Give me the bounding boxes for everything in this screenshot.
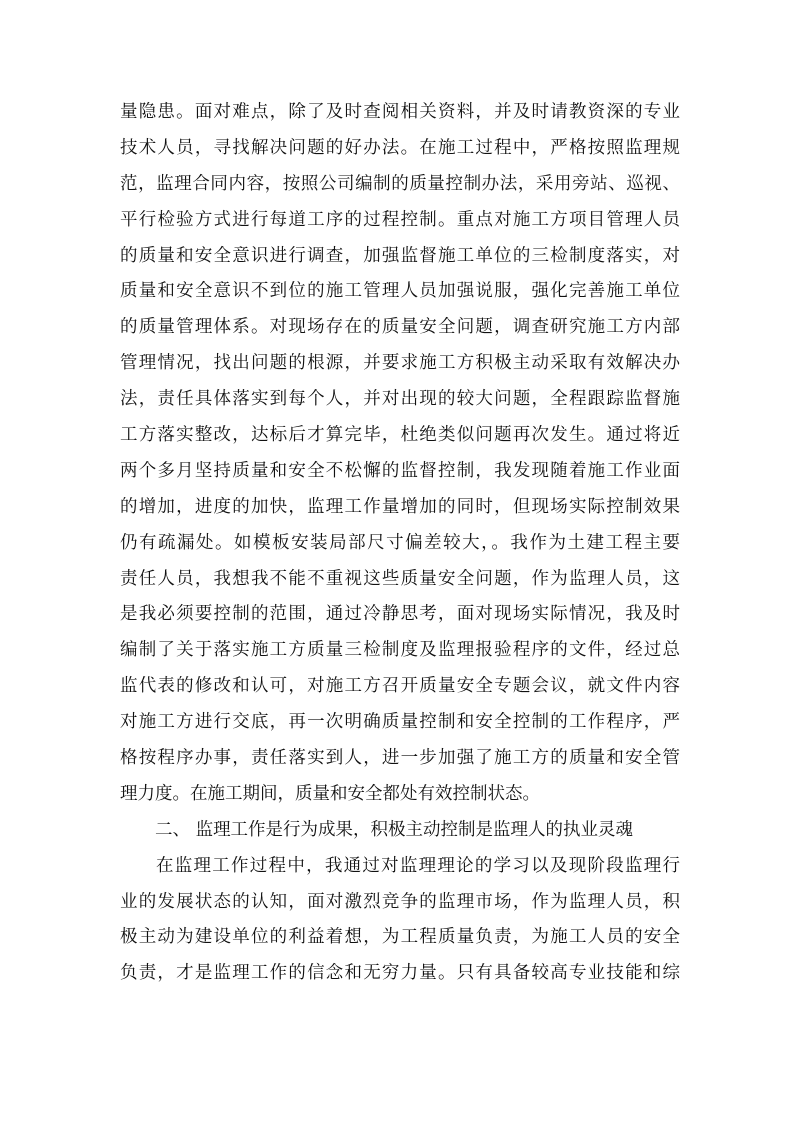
text-line: 量隐患。面对难点，除了及时查阅相关资料，并及时请教资深的专业 — [120, 102, 680, 122]
text-line: 仍有疏漏处。如模板安装局部尺寸偏差较大，。我作为土建工程主要 — [120, 532, 680, 553]
text-line: 监代表的修改和认可，对施工方召开质量安全专题会议，就文件内容 — [120, 676, 680, 697]
text-line: 极主动为建设单位的利益着想，为工程质量负责，为施工人员的安全 — [120, 927, 680, 948]
text-line: 的增加，进度的加快，监理工作量增加的同时，但现场实际控制效果 — [120, 496, 680, 517]
text-line: 管理情况，找出问题的根源，并要求施工方积极主动采取有效解决办 — [120, 353, 680, 374]
paragraph-quality-control — [120, 95, 680, 813]
text-line: 平行检验方式进行每道工序的过程控制。重点对施工方项目管理人员 — [120, 209, 680, 230]
text-line: 理力度。在施工期间，质量和安全都处有效控制状态。 — [120, 783, 540, 804]
text-line: 两个多月坚持质量和安全不松懈的监督控制，我发现随着施工作业面 — [120, 460, 680, 481]
text-line: 负责，才是监理工作的信念和无穷力量。只有具备较高专业技能和综 — [120, 963, 680, 984]
section-heading: 二、 监理工作是行为成果，积极主动控制是监理人的执业灵魂 — [155, 819, 634, 840]
text-line: 格按程序办事，责任落实到人，进一步加强了施工方的质量和安全管 — [120, 748, 680, 769]
text-line: 在监理工作过程中，我通过对监理理论的学习以及现阶段监理行 — [156, 855, 680, 876]
text-line: 责任人员，我想我不能不重视这些质量安全问题，作为监理人员，这 — [120, 568, 680, 589]
text-line: 法，责任具体落实到每个人，并对出现的较大问题，全程跟踪监督施 — [120, 389, 680, 410]
text-line: 对施工方进行交底，再一次明确质量控制和安全控制的工作程序，严 — [120, 712, 680, 733]
text-line: 质量和安全意识不到位的施工管理人员加强说服，强化完善施工单位 — [120, 281, 680, 302]
text-line: 的质量和安全意识进行调查，加强监督施工单位的三检制度落实，对 — [120, 245, 680, 266]
document-body — [120, 95, 680, 992]
paragraph-active-control — [120, 849, 680, 993]
text-line: 的质量管理体系。对现场存在的质量安全问题，调查研究施工方内部 — [120, 317, 680, 338]
text-line: 是我必须要控制的范围，通过冷静思考，面对现场实际情况，我及时 — [120, 604, 680, 625]
text-line: 技术人员，寻找解决问题的好办法。在施工过程中，严格按照监理规 — [120, 137, 680, 158]
text-line: 工方落实整改，达标后才算完毕，杜绝类似问题再次发生。通过将近 — [120, 425, 680, 446]
text-line: 范，监理合同内容，按照公司编制的质量控制办法，采用旁站、巡视、 — [120, 173, 680, 194]
text-line: 业的发展状态的认知，面对激烈竞争的监理市场，作为监理人员，积 — [120, 891, 680, 912]
text-line: 编制了关于落实施工方质量三检制度及监理报验程序的文件，经过总 — [120, 640, 680, 661]
